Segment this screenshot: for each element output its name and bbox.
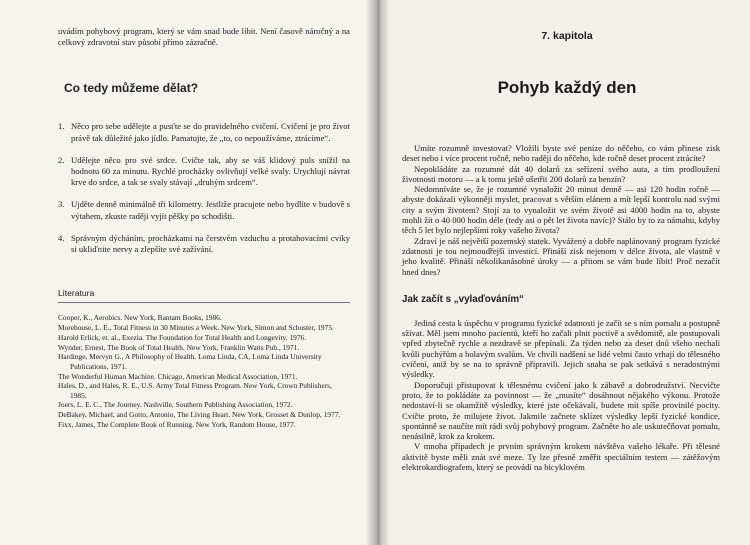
body-paragraph: Nedomníváte se, že je rozumné vynaložit 20 minut denně — asi 120 hodin ročně — abyste dokázali výkonněji myslet, pracovat s větším elánem a mít lepší kontrolu nad svými city a svým životem? Stojí za to vynaložit ve svém životě asi 4000 hodin na to, abyste mohli žít o 40 000 hodin déle (tedy asi o pět let života navíc)? Stálo by to za námahu, kdyby těch 5 let bylo nejlepšími roky vašeho života? bbox=[402, 184, 720, 236]
literature-divider bbox=[58, 302, 350, 303]
chapter-label: 7. kapitola bbox=[541, 30, 593, 42]
intro-paragraph: uvádím pohybový program, který se vám snad bude líbit. Není časově náročný a na celkový zdravotní stav působí přímo zázračně. bbox=[58, 26, 350, 48]
book-gutter-shadow bbox=[366, 0, 390, 545]
reference-item: DeBakey, Michael, and Gotto, Antonio, The Living Heart. New York, Grosset & Dunlop, 1977. bbox=[58, 410, 341, 420]
list-item bbox=[58, 121, 350, 143]
item-text: Ujděte denně minimálně tři kilometry. Jestliže pracujete nebo bydlíte v budově s výtahem, zkuste raději vyjít pěšky po schodišti. bbox=[71, 199, 350, 221]
right-page bbox=[378, 0, 750, 545]
item-number: 3. bbox=[58, 199, 65, 210]
item-number: 2. bbox=[58, 154, 65, 165]
reference-item: Morehouse, L. E., Total Fitness in 30 Minutes a Week. New York, Simon and Schuster, 1975. bbox=[58, 323, 334, 333]
chapter-title: Pohyb každý den bbox=[497, 78, 637, 97]
list-item bbox=[58, 199, 350, 221]
reference-item: Cooper, K., Aerobics. New York, Bantam Books, 1986. bbox=[58, 313, 222, 323]
body-paragraph: V mnoha případech je prvním správným krokem návštěva vašeho lékaře. Při tělesné aktivitě byste měli znát své meze. Ty lze přesně změřit speciálním testem — zátěžovým elektrokardiografem, který se provádí na bicyklovém bbox=[402, 441, 720, 473]
section-heading: Co tedy můžeme dělat? bbox=[64, 81, 199, 96]
reference-item: Wynder, Ernest, The Book of Total Health. New York, Franklin Watts Pub., 1971. bbox=[58, 342, 300, 352]
reference-item: Joers, L. E. C., The Journey. Nashville, Southern Publishing Association, 1972. bbox=[58, 400, 293, 410]
item-text: Udělejte něco pro své srdce. Cvičte tak, aby se váš klidový puls snížil na hodnotu 60 za minutu. Rychlé procházky ovlivňují velké svaly. Urychlují návrat krve do srdce, a tak se svaly stávají „druhým srdcem“. bbox=[71, 154, 350, 188]
body-paragraph: Doporučuji přistupovat k tělesnému cvičení jako k zábavě a dobrodružství. Necvičte proto, že to pokládáte za povinnost — že „musíte“ dosáhnout nějakého výkonu. Protože nedostaví-li se okamžitě výsledky, které jste očekávali, budete mít spíše provinilé pocity. Cvičte proto, že milujete život. Jakmile začnete sklízet výsledky lepší fyzické kondice, spontánně se naučíte mít rádi svůj pohybový program. Začněte ho ale uskutečňovat pomalu, nenásilně, krok za krokem. bbox=[402, 379, 720, 442]
body-paragraph: Umíte rozumně investovat? Vložili byste své peníze do něčeho, co vám přinese zisk deset nebo i více procent ročně, nebo raději do něčeho, kde ročně deset procent ztrácíte? bbox=[402, 143, 720, 164]
body-paragraph: Zdraví je náš největší pozemský statek. Vyvážený a dobře naplánovaný program fyzické zdatnosti je tou nejmoudřejší investicí. Přináší zisk nejenom v délce života, ale vlastně v jeho kvalitě. Přináší několikanásobné úroky — a přitom se vám bude líbit! Proč nezačít hned dnes? bbox=[402, 235, 720, 277]
advice-list bbox=[58, 121, 350, 255]
item-text: Správným dýcháním, procházkami na čerstvém vzduchu a protahovacími cviky si ukliďnite nervy a zlepšíte své zažívání. bbox=[71, 232, 350, 255]
list-item bbox=[58, 155, 350, 189]
reference-item: The Wonderful Human Machine. Chicago, American Medical Association, 1971. bbox=[58, 371, 298, 381]
subsection-heading: Jak začít s „vylaďováním“ bbox=[402, 293, 524, 305]
reference-item: Fixx, James, The Complete Book of Running. New York, Random House, 1977. bbox=[58, 420, 296, 429]
body-paragraph: Jediná cesta k úspěchu v programu fyzické zdatnosti je začít se s ním pomalu a postupně sžívat. Měl jsem mnoho pacientů, kteří ho začali plnit poctivě a svědomitě, ale postupovali vpřed zbytečně rychle a nezdravě se přepínali. Za týden nebo za deset dnů všeho nechali kvůli puchýřům a bolavým svalům. Ve chvíli nadšení se lidé velmi často vrhají do tělesného cvičení, aniž by se na to správně připravili. Jejich snaha se pak setkává s neradostnými výsledky. bbox=[402, 317, 720, 380]
item-text: Něco pro sebe udělejte a pusťte se do pravidelného cvičení. Cvičení je pro život právě tak důležité jako jídlo. Pamatujte, že „to, co nepoužíváme, ztrácíme“. bbox=[71, 121, 350, 143]
reference-item: Hales, D., and Hales, R. E., U.S. Army Total Fitness Program. New York, Crown Publishers, 1985. bbox=[58, 381, 332, 400]
item-number: 4. bbox=[58, 232, 65, 243]
list-item bbox=[58, 233, 350, 255]
literature-title: Literatura bbox=[58, 288, 95, 299]
item-number: 1. bbox=[58, 121, 65, 132]
body-paragraph: Nepokládáte za rozumné dát 40 dolarů za seřízení svého auta, a tím prodloužení životnosti motoru — a k tomu ještě ušetřit 200 dolarů za benzín? bbox=[402, 163, 720, 184]
reference-item: Harold Erlick, et. al., Exezia. The Foundation for Total Health and Longevity. 1976. bbox=[58, 332, 307, 342]
reference-item: Hardinge, Mervyn G., A Philosophy of Health. Loma Linda, CA, Loma Linda University Publications, 1971. bbox=[58, 352, 322, 371]
reference-list bbox=[58, 313, 350, 429]
